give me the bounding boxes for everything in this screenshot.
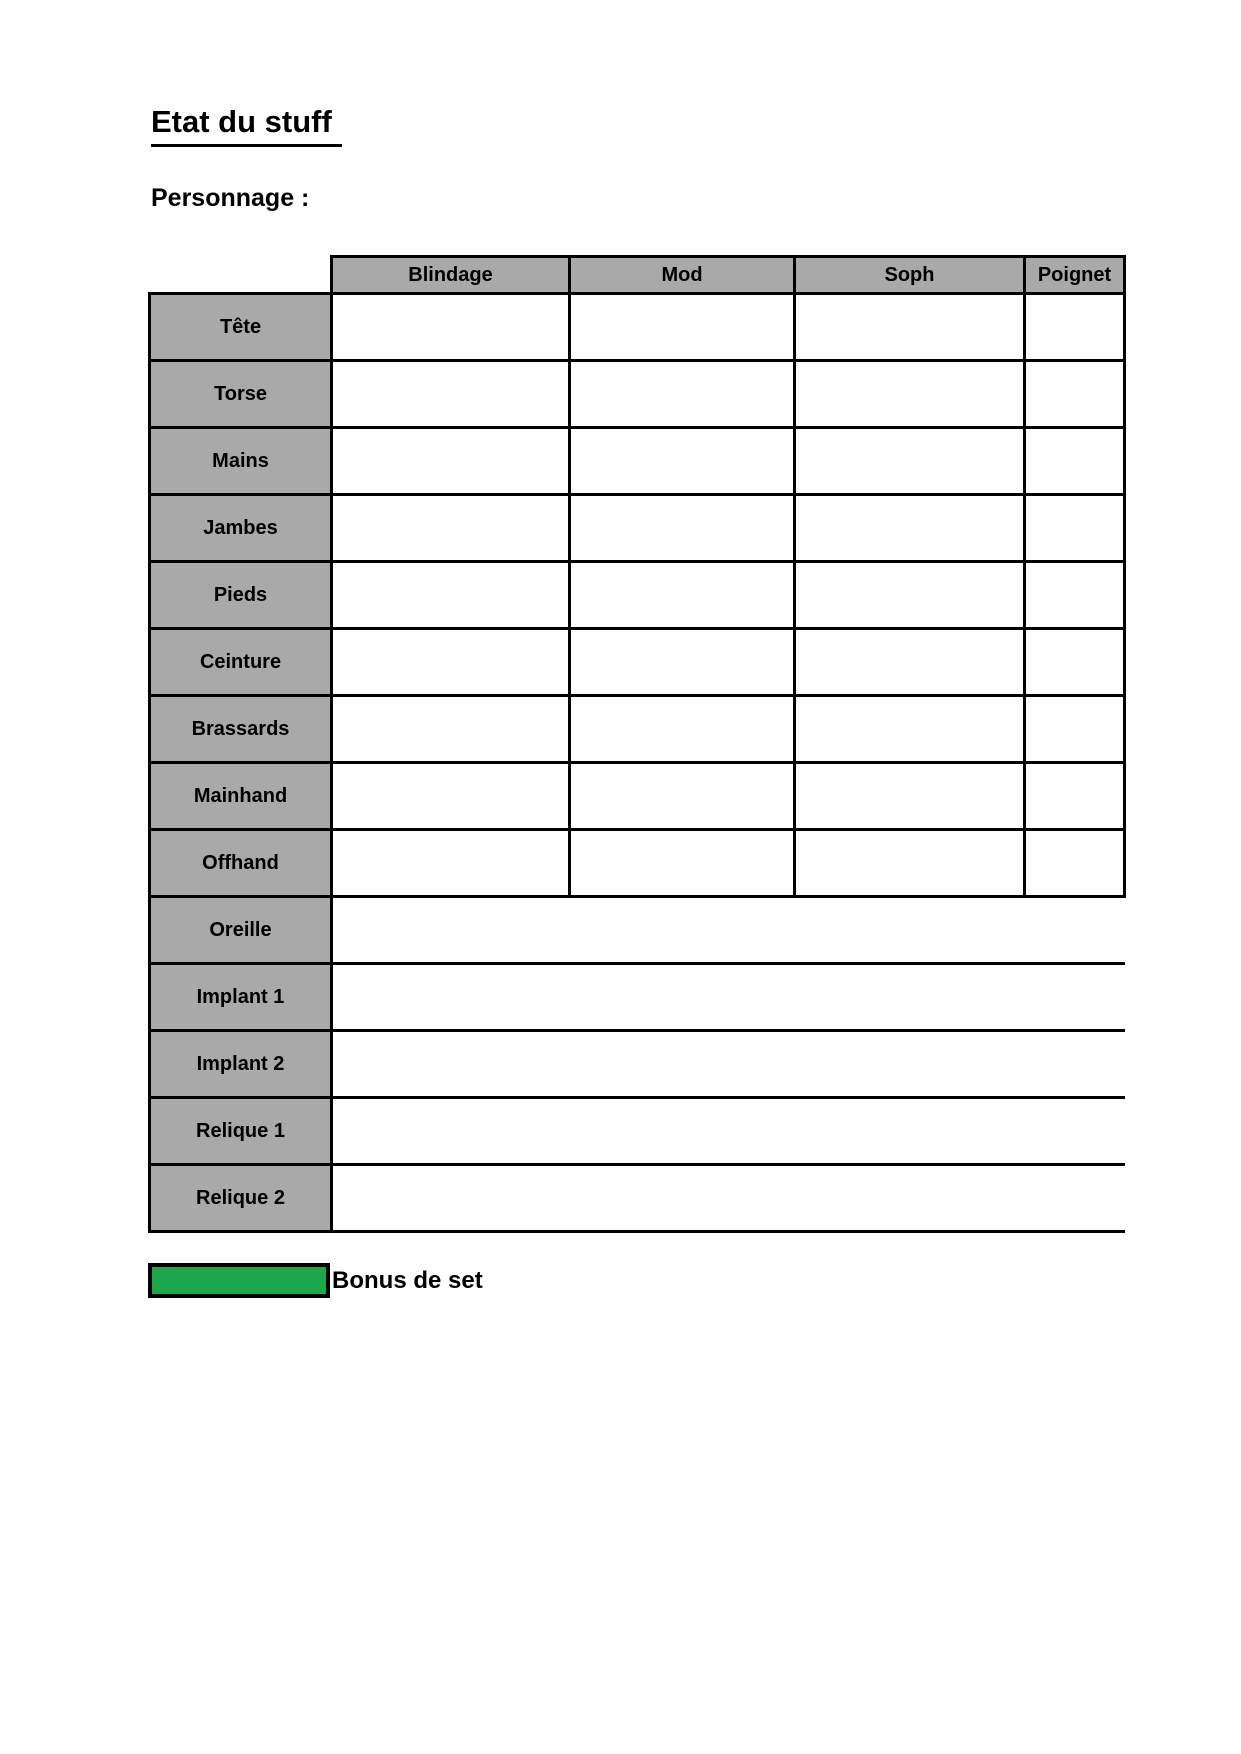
row-header: Implant 2 (150, 1031, 332, 1098)
equipment-cell (795, 294, 1025, 361)
row-header: Mains (150, 428, 332, 495)
table-row (150, 428, 1125, 495)
write-in-line (332, 964, 1125, 1031)
table-row (150, 830, 1125, 897)
table-row (150, 562, 1125, 629)
equipment-cell (795, 763, 1025, 830)
page-title-text: Etat du stuff (151, 103, 342, 147)
table-row (150, 696, 1125, 763)
table-row (150, 1165, 1125, 1232)
equipment-cell (570, 294, 795, 361)
equipment-cell (332, 830, 570, 897)
row-header: Ceinture (150, 629, 332, 696)
set-bonus-legend (148, 1263, 483, 1298)
column-header: Mod (570, 257, 795, 294)
equipment-cell (570, 830, 795, 897)
row-header: Tête (150, 294, 332, 361)
character-label: Personnage : (151, 184, 310, 212)
row-header: Offhand (150, 830, 332, 897)
equipment-cell (795, 361, 1025, 428)
equipment-cell (1025, 830, 1125, 897)
equipment-cell (795, 495, 1025, 562)
write-in-line (332, 1098, 1125, 1165)
write-in-line (332, 1165, 1125, 1232)
equipment-cell (570, 629, 795, 696)
equipment-cell (795, 830, 1025, 897)
table-row (150, 495, 1125, 562)
column-header: Blindage (332, 257, 570, 294)
equipment-cell (332, 562, 570, 629)
row-header: Jambes (150, 495, 332, 562)
write-in-line (332, 897, 1125, 964)
row-header: Brassards (150, 696, 332, 763)
equipment-cell (1025, 696, 1125, 763)
equipment-cell (795, 696, 1025, 763)
equipment-table (148, 255, 1126, 1233)
header-row (150, 257, 1125, 294)
equipment-cell (1025, 495, 1125, 562)
equipment-cell (332, 696, 570, 763)
table-row (150, 629, 1125, 696)
column-header: Poignet (1025, 257, 1125, 294)
equipment-cell (570, 763, 795, 830)
table-row (150, 361, 1125, 428)
equipment-cell (1025, 629, 1125, 696)
equipment-cell (332, 629, 570, 696)
equipment-cell (570, 495, 795, 562)
table-row (150, 1098, 1125, 1165)
equipment-cell (1025, 763, 1125, 830)
equipment-cell (332, 294, 570, 361)
equipment-cell (795, 562, 1025, 629)
equipment-cell (332, 361, 570, 428)
equipment-cell (795, 428, 1025, 495)
equipment-cell (570, 696, 795, 763)
equipment-cell (570, 361, 795, 428)
row-header: Implant 1 (150, 964, 332, 1031)
table-row (150, 897, 1125, 964)
row-header: Pieds (150, 562, 332, 629)
table-row (150, 964, 1125, 1031)
equipment-cell (795, 629, 1025, 696)
set-bonus-swatch (148, 1263, 330, 1298)
table-row (150, 763, 1125, 830)
equipment-cell (1025, 294, 1125, 361)
row-header: Relique 1 (150, 1098, 332, 1165)
equipment-cell (570, 562, 795, 629)
equipment-cell (332, 495, 570, 562)
table-row (150, 294, 1125, 361)
row-header: Oreille (150, 897, 332, 964)
equipment-cell (1025, 428, 1125, 495)
equipment-cell (332, 763, 570, 830)
set-bonus-label: Bonus de set (332, 1266, 483, 1294)
equipment-cell (570, 428, 795, 495)
equipment-cell (1025, 562, 1125, 629)
equipment-cell (332, 428, 570, 495)
equipment-cell (1025, 361, 1125, 428)
table-row (150, 1031, 1125, 1098)
write-in-line (332, 1031, 1125, 1098)
table-corner-spacer (150, 257, 332, 294)
column-header: Soph (795, 257, 1025, 294)
row-header: Torse (150, 361, 332, 428)
row-header: Mainhand (150, 763, 332, 830)
row-header: Relique 2 (150, 1165, 332, 1232)
page-title (151, 103, 342, 147)
